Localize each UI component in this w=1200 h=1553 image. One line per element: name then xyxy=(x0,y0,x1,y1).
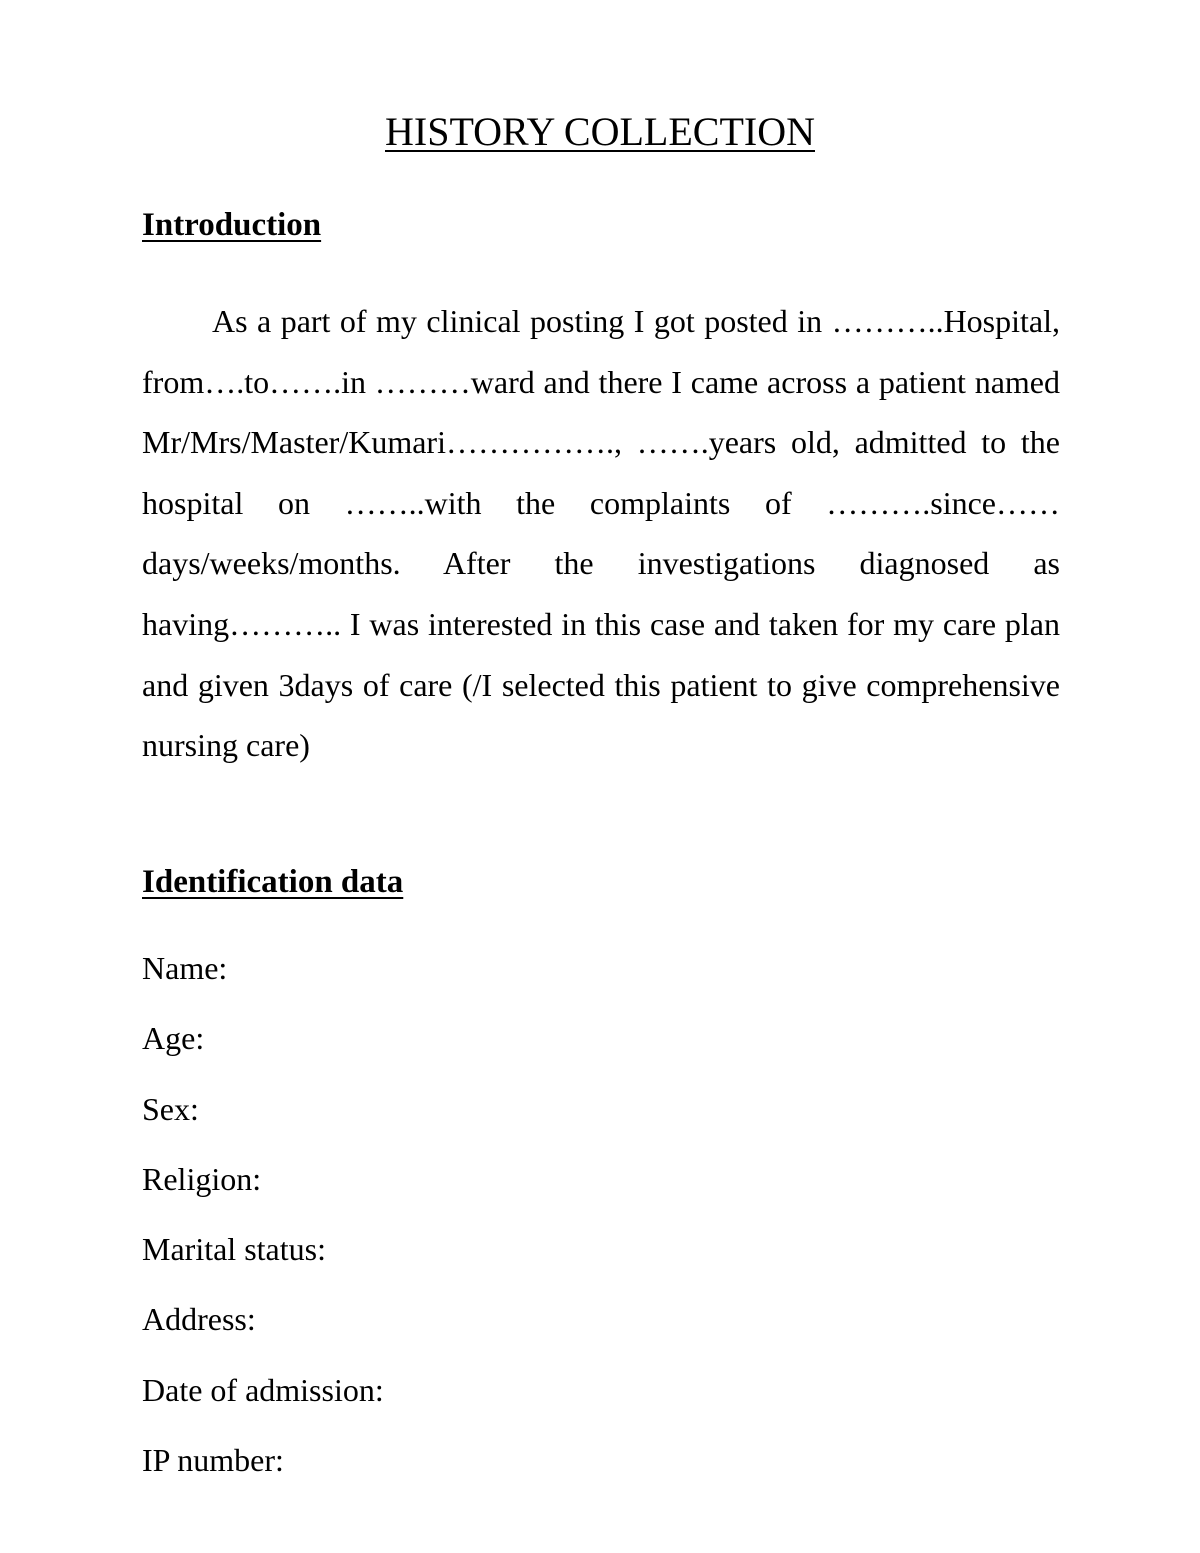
field-address-label: Address: xyxy=(142,1301,256,1338)
identification-data-heading: Identification data xyxy=(142,864,404,900)
field-marital-status-label: Marital status: xyxy=(142,1231,326,1268)
identification-fields-list xyxy=(142,948,1042,1510)
introduction-heading: Introduction xyxy=(142,207,322,243)
field-name-label: Name: xyxy=(142,950,228,986)
field-age-label: Age: xyxy=(142,1020,205,1057)
page-title: HISTORY COLLECTION xyxy=(385,109,815,154)
field-religion-label: Religion: xyxy=(142,1160,262,1197)
field-sex-label: Sex: xyxy=(142,1090,199,1127)
field-ip-number-label: IP number: xyxy=(142,1442,284,1479)
field-date-of-admission-label: Date of admission: xyxy=(142,1371,384,1408)
introduction-paragraph: As a part of my clinical posting I got posted in ………..Hospital, from….to…….in ………ward and there I came across a patient named Mr/Mrs/Master/Kumari……………., …….years old, admitted to the hospital on ……..with the complaints of ……….since……days/weeks/months. After the investigations diagnosed as having……….. I was interested in this case and taken for my care plan and given 3days of care (/I selected this patient to give comprehensive nursing care) xyxy=(142,303,1060,764)
